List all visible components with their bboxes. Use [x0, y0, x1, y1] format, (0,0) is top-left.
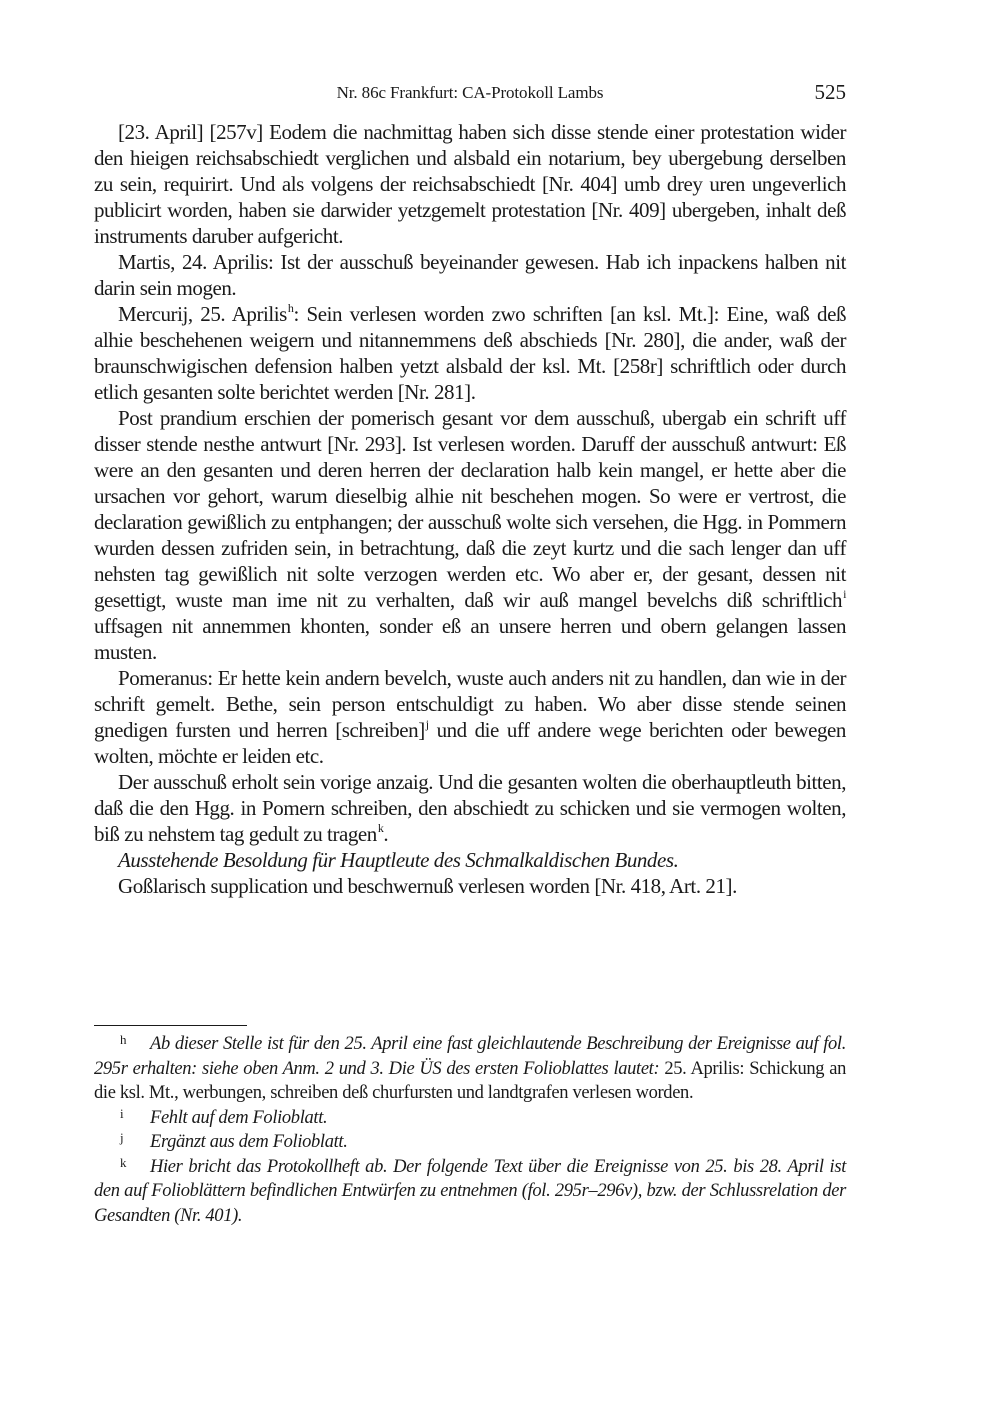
- text-segment: Eine, waß deß alhie beschehenen weigern und nitannemmens deß abschieds: [94, 302, 847, 352]
- page-number: 525: [814, 80, 846, 104]
- italic-segment: [258r]: [613, 354, 663, 378]
- footnote-j: j Ergänzt aus dem Folioblatt.: [120, 1130, 348, 1152]
- text-segment: .: [383, 822, 389, 846]
- text-segment: 25. Aprilis: Schickung an die ksl. Mt., werbungen, schreiben deß churfursten und landtgrafen verlesen worden.: [94, 1058, 846, 1103]
- text-segment: Der ausschuß erholt sein vorige anzaig. Und die gesanten wolten die oberhauptleuth bitten, daß die den Hgg. in Pomern schreiben, den abschiedt zu schicken und sie vermogen wolten, biß zu nehstem tag gedult zu tragen: [94, 770, 846, 846]
- paragraph: [94, 301, 846, 405]
- text-segment: Martis, 24. Aprilis: Ist der ausschuß beyeinander gewesen. Hab ich inpackens halben nit darin sein mogen.: [94, 250, 846, 300]
- italic-segment: [an ksl. Mt.]:: [609, 302, 719, 326]
- paragraph: [94, 119, 846, 249]
- text-segment: : Sein verlesen worden zwo schriften: [293, 302, 610, 326]
- paragraph: [94, 405, 846, 665]
- text-segment: und die uff andere wege berichten oder bewegen wolten, möchte er leiden etc.: [94, 718, 846, 768]
- italic-segment: [Nr. 293]: [327, 432, 402, 456]
- text-segment: .: [470, 380, 476, 404]
- text-segment: Mercurij, 25. Aprilis: [118, 302, 287, 326]
- italic-segment: [Nr. 281]: [397, 380, 471, 404]
- text-segment: Goßlarisch supplication und beschwernuß verlesen worden: [118, 874, 595, 898]
- italic-segment: [Nr. 418, Art. 21]: [594, 874, 733, 898]
- text-segment: umb drey uren ungeverlich publicirt worden, haben sie darwider yetzgemelt protestation: [94, 172, 846, 222]
- running-head: [94, 80, 846, 106]
- text-segment: uffsagen nit annemmen khonten, sonder eß an unsere herren und obern gelangen lassen musten.: [94, 614, 846, 664]
- section-heading: [94, 847, 846, 873]
- italic-segment: Fehlt auf dem Folioblatt.: [150, 1107, 328, 1128]
- italic-segment: [schreiben]: [335, 718, 425, 742]
- italic-segment: [Nr. 280]: [604, 328, 681, 352]
- italic-segment: [Nr. 409]: [591, 198, 666, 222]
- paragraph: [94, 665, 846, 769]
- text-segment: schriftlich oder durch etlich gesanten solte berichtet werden: [94, 354, 847, 404]
- paragraph: [94, 249, 846, 301]
- text-segment: Eodem die nachmittag haben sich disse stende einer protestation wider den hieigen reichsabschiedt verglichen und alsbald ein notarium, bey ubergebung derselben zu sein, requirirt. Und als volgens der reichsabschiedt: [94, 120, 846, 196]
- footnote-i: i Fehlt auf dem Folioblatt.: [120, 1105, 328, 1128]
- footnotes: [94, 1032, 846, 1228]
- footnote-ref[interactable]: k: [377, 821, 384, 835]
- text-segment: .: [732, 874, 737, 898]
- paragraph: [94, 873, 846, 899]
- footnote-k: k Hier bricht das Protokollheft ab. Der folgende Text über die Ereignisse von 25. bis 28. April ist den auf Folioblättern befindlichen Entwürfen zu entnehmen (fol. 295r–296v), bzw. der Schlussrelation der Gesandten (Nr. 401).: [94, 1154, 846, 1226]
- footnote-ref[interactable]: i: [843, 587, 846, 601]
- italic-segment: Ergänzt aus dem Folioblatt.: [150, 1132, 348, 1152]
- italic-segment: Ab dieser Stelle ist für den 25. April eine fast gleichlautende Beschreibung der Ereignisse auf fol. 295r erhalten: siehe oben Anm. 2 und 3. Die ÜS des ersten Folioblattes lautet:: [94, 1034, 846, 1079]
- footnote-ref[interactable]: h: [287, 301, 294, 315]
- italic-segment: Ausstehende Besoldung für Hauptleute des Schmalkaldischen Bundes.: [118, 848, 679, 872]
- footnote-ref[interactable]: j: [425, 717, 429, 731]
- italic-segment: Hier bricht das Protokollheft ab. Der folgende Text über die Ereignisse von 25. bis 28. April ist den auf Folioblättern befindlichen Entwürfen zu entnehmen (fol. 295r–296v), bzw. der Schlussrelation der Gesandten (Nr. 401).: [94, 1156, 846, 1226]
- italic-segment: [Nr. 404]: [541, 172, 618, 196]
- text-segment: . Ist verlesen worden. Daruff der ausschuß antwurt: Eß were an den gesanten und deren herren der declaration halb kein mangel, er hette aber die ursachen vor gehort, warum dieselbig alhie nit beschehen mogen. So were er vertrost, die declaration gewißlich zu entphangen; der ausschuß wolte sich versehen, die Hgg. in Pommern wurden dessen zufriden sein, in betrachtung, daß die zeyt kurtz und die sach lenger dan uff nehsten tag gewißlich nit solte verzogen werden etc. Wo aber er, der gesant, dessen nit gesettigt, wuste man ime nit zu verhalten, daß wir auß mangel bevelchs diß schriftlich: [94, 432, 847, 612]
- running-head-title: Nr. 86c Frankfurt: CA-Protokoll Lambs: [336, 83, 604, 102]
- italic-segment: [23. April] [257v]: [118, 120, 263, 144]
- paragraph: [94, 769, 846, 847]
- text-segment: ubergeben, inhalt deß instruments daruber aufgericht.: [94, 198, 847, 248]
- text-segment: Post prandium erschien der pomerisch gesant vor dem ausschuß, ubergab ein schrift uff disser stende nesthe antwurt: [94, 406, 846, 456]
- text-segment: , die ander, waß der braunschwigischen defension halben yetzt alsbald der ksl. Mt.: [94, 328, 846, 378]
- footnote-divider: [94, 1025, 247, 1026]
- text-segment: Pomeranus: Er hette kein andern bevelch, wuste auch anders nit zu handlen, dan wie in der schrift gemelt. Bethe, sein person entschuldigt zu haben. Wo aber disse stende seinen gnedigen fursten und herren: [94, 666, 846, 742]
- footnote-h: h Ab dieser Stelle ist für den 25. April eine fast gleichlautende Beschreibung der Ereignisse auf fol. 295r erhalten: siehe oben Anm. 2 und 3. Die ÜS des ersten Folioblattes lautet: 25. Aprilis: Schickung an die ksl. Mt., werbungen, schreiben deß churfursten und landtgrafen verlesen worden.: [94, 1032, 846, 1103]
- main-text: [94, 119, 846, 899]
